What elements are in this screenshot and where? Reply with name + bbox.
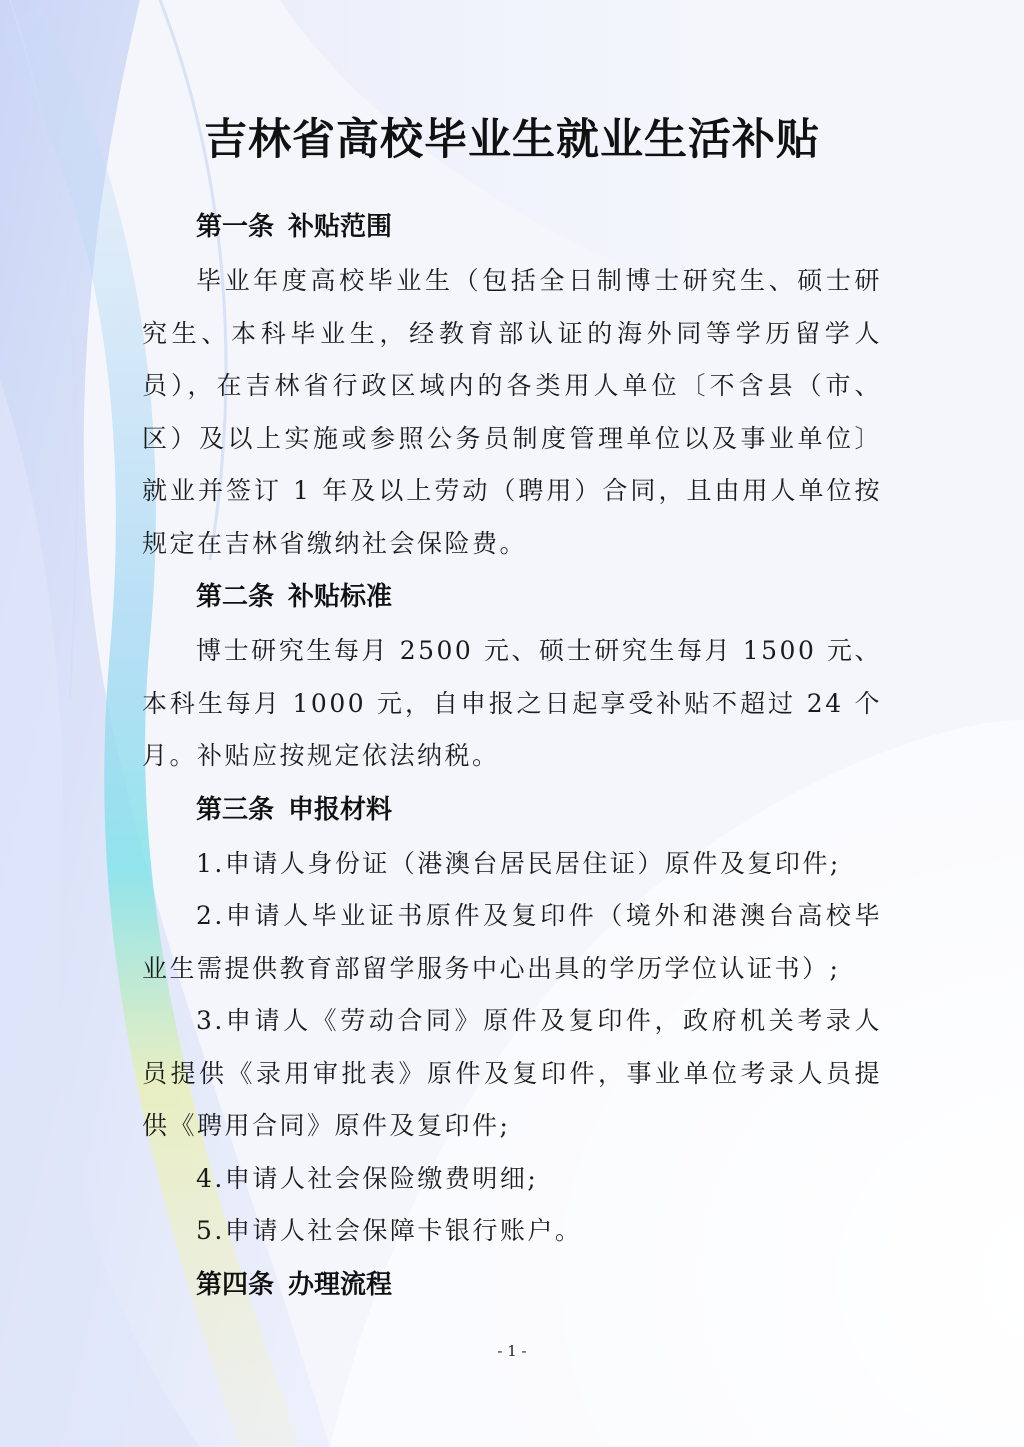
- paragraph: 毕业年度高校毕业生（包括全日制博士研究生、硕士研究生、本科毕业生，经教育部认证的海外同等学历留学人员），在吉林省行政区域内的各类用人单位〔不含县（市、区）及以上实施或参照公务员制度管理单位以及事业单位〕就业并签订 1 年及以上劳动（聘用）合同，且由用人单位按规定在吉林省缴纳社会保险费。: [142, 266, 882, 558]
- section-title: 办理流程: [288, 1269, 393, 1300]
- list-item: 3.申请人《劳动合同》原件及复印件，政府机关考录人员提供《录用审批表》原件及复印件，事业单位考录人员提供《聘用合同》原件及复印件;: [142, 1006, 882, 1140]
- section-title: 补贴范围: [288, 212, 393, 242]
- section-title: 申报材料: [288, 794, 393, 825]
- section-heading-1: [142, 200, 882, 255]
- section-heading-4: [142, 1258, 882, 1313]
- document-title: 吉林省高校毕业生就业生活补贴: [204, 115, 820, 165]
- list-item: 2.申请人毕业证书原件及复印件（境外和港澳台高校毕业生需提供教育部留学服务中心出具的学历学位认证书）;: [142, 901, 882, 983]
- list-item: 5.申请人社会保障卡银行账户。: [196, 1216, 583, 1245]
- document-body: [142, 200, 882, 1313]
- section-number: 第四条: [196, 1269, 275, 1300]
- section-title: 补贴标准: [288, 582, 393, 612]
- list-item: 1.申请人身份证（港澳台居民居住证）原件及复印件;: [196, 848, 841, 878]
- list-item: 4.申请人社会保险缴费明细;: [196, 1163, 539, 1193]
- section-number: 第三条: [196, 794, 275, 825]
- paragraph: 博士研究生每月 2500 元、硕士研究生每月 1500 元、本科生每月 1000 元，自申报之日起享受补贴不超过 24 个月。补贴应按规定依法纳税。: [142, 636, 882, 770]
- section-number: 第二条: [196, 582, 275, 612]
- section-number: 第一条: [196, 212, 275, 242]
- section-heading-3: [142, 783, 882, 838]
- page-number: - 1 -: [497, 1342, 527, 1360]
- section-heading-2: [142, 570, 882, 625]
